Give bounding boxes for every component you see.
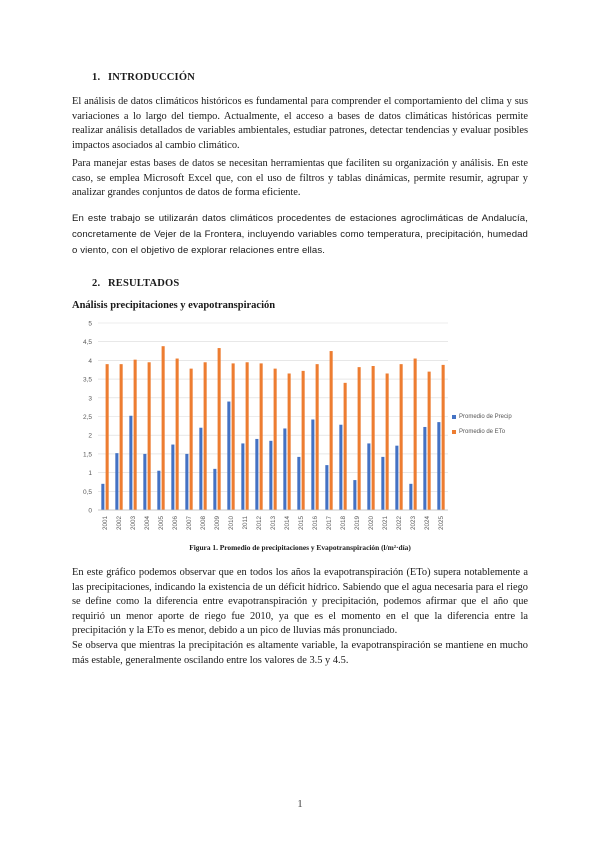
bar-eto-2001 <box>106 364 109 510</box>
bar-precip-2020 <box>367 443 370 510</box>
bar-precip-2014 <box>283 428 286 510</box>
x-tick-label: 2015 <box>298 516 305 531</box>
bar-eto-2023 <box>414 359 417 510</box>
legend-swatch-eto <box>452 430 456 434</box>
chart-subtitle: Análisis precipitaciones y evapotranspiración <box>72 300 276 311</box>
bar-eto-2017 <box>330 351 333 510</box>
x-tick-label: 2013 <box>270 516 277 531</box>
bar-eto-2016 <box>316 364 319 510</box>
bar-eto-2014 <box>288 373 291 510</box>
y-tick-label: 2 <box>88 432 92 440</box>
bar-eto-2018 <box>344 383 347 510</box>
bar-eto-2019 <box>358 367 361 510</box>
legend-label-precip: Promedio de Precip <box>459 413 512 420</box>
bar-eto-2021 <box>386 373 389 510</box>
bar-precip-2016 <box>311 419 314 510</box>
bar-precip-2011 <box>241 443 244 510</box>
paragraph-intro-1: El análisis de datos climáticos históricos es fundamental para comprender el comportamiento del clima y sus variaciones a lo largo del tiempo. Actualmente, el acceso a bases de datos climáticas históricas permite realizar análisis detallados de variables ambientales, estudiar patrones, detectar tendencias y evaluar posibles impactos asociados al cambio climático. <box>72 96 528 151</box>
x-tick-label: 2002 <box>116 516 123 531</box>
bar-precip-2021 <box>381 457 384 510</box>
legend-swatch-precip <box>452 415 456 419</box>
bar-eto-2004 <box>148 362 151 510</box>
y-tick-label: 1,5 <box>82 451 92 459</box>
y-tick-label: 4,5 <box>82 339 92 347</box>
y-tick-label: 4 <box>88 357 92 365</box>
bar-precip-2006 <box>171 445 174 510</box>
bar-precip-2008 <box>199 428 202 510</box>
x-tick-label: 2019 <box>354 516 361 531</box>
y-tick-label: 0 <box>88 507 92 515</box>
x-tick-label: 2022 <box>396 516 403 531</box>
bar-eto-2024 <box>428 372 431 510</box>
bar-eto-2022 <box>400 364 403 510</box>
legend-item-precip <box>452 409 512 424</box>
paragraph-intro-2: Para manejar estas bases de datos se necesitan herramientas que faciliten su organización y análisis. En este caso, se emplea Microsoft Excel que, con el uso de filtros y tablas dinámicas, permite resumir, agrupar y analizar grandes conjuntos de datos de forma eficiente. <box>72 158 528 199</box>
paragraph-intro-3: En este trabajo se utilizarán datos climáticos procedentes de estaciones agroclimáticas de Andalucía, concretamente de Vejer de la Frontera, incluyendo variables como temperatura, precipitación, humedad o viento, con el objetivo de explorar relaciones entre ellas. <box>72 213 528 256</box>
legend-label-eto: Promedio de ETo <box>459 428 506 435</box>
page-number: 1 <box>297 798 303 810</box>
bar-eto-2020 <box>372 366 375 510</box>
y-tick-label: 5 <box>88 320 92 328</box>
x-tick-label: 2024 <box>424 516 431 531</box>
section-title: RESULTADOS <box>108 278 180 289</box>
bar-precip-2003 <box>129 416 132 510</box>
bar-precip-2017 <box>325 465 328 510</box>
figure-caption: Figura 1. Promedio de precipitaciones y Evapotranspiración (l/m²·día) <box>189 543 411 552</box>
y-tick-label: 3,5 <box>82 376 92 384</box>
y-tick-label: 1 <box>88 470 92 478</box>
x-tick-label: 2007 <box>186 516 193 531</box>
chart-legend <box>452 409 512 439</box>
paragraph-results-2: Se observa que mientras la precipitación es altamente variable, la evapotranspiración se mantiene en mucho más estable, generalmente oscilando entre los valores de 3.5 y 4.5. <box>72 640 528 666</box>
bar-precip-2001 <box>101 484 104 510</box>
y-tick-label: 0,5 <box>82 488 92 496</box>
bar-eto-2012 <box>260 363 263 510</box>
bar-chart <box>76 316 452 542</box>
x-tick-label: 2008 <box>200 516 207 531</box>
bar-eto-2013 <box>274 369 277 510</box>
section-heading-intro <box>92 72 195 83</box>
bar-eto-2015 <box>302 371 305 510</box>
y-tick-label: 3 <box>88 395 92 403</box>
bar-eto-2009 <box>218 348 221 510</box>
bar-precip-2015 <box>297 457 300 510</box>
x-tick-label: 2010 <box>228 516 235 531</box>
bar-precip-2009 <box>213 469 216 510</box>
x-tick-label: 2016 <box>312 516 319 531</box>
bar-precip-2018 <box>339 425 342 510</box>
bar-eto-2010 <box>232 363 235 510</box>
x-tick-label: 2009 <box>214 516 221 531</box>
section-heading-results <box>92 278 179 289</box>
bar-eto-2008 <box>204 362 207 510</box>
bar-eto-2025 <box>442 365 445 510</box>
bar-precip-2022 <box>395 446 398 510</box>
bar-precip-2012 <box>255 439 258 510</box>
x-tick-label: 2025 <box>438 516 445 531</box>
bar-eto-2007 <box>190 369 193 510</box>
x-tick-label: 2012 <box>256 516 263 531</box>
bar-eto-2011 <box>246 362 249 510</box>
legend-item-eto <box>452 424 512 439</box>
x-tick-label: 2018 <box>340 516 347 531</box>
bar-precip-2004 <box>143 454 146 510</box>
bar-eto-2006 <box>176 359 179 510</box>
x-tick-label: 2004 <box>144 516 151 531</box>
x-tick-label: 2006 <box>172 516 179 531</box>
bar-eto-2005 <box>162 346 165 510</box>
bar-precip-2024 <box>423 427 426 510</box>
paragraph-results-1: En este gráfico podemos observar que en todos los años la evapotranspiración (ETo) supera notablemente a las precipitaciones, indicando la existencia de un déficit hídrico. Sabiendo que el agua necesaria para el riego se define como la diferencia entre evapotranspiración y precipitación, podemos afirmar que el año que requirió un menor aporte de riego fue 2010, ya que es el momento en el que la diferencia entre la precipitación y la ETo es menor, debido a un pico de lluvias más pronunciado. <box>72 567 528 637</box>
bar-eto-2002 <box>120 364 123 510</box>
x-tick-label: 2014 <box>284 516 291 531</box>
bar-precip-2025 <box>437 422 440 510</box>
x-tick-label: 2017 <box>326 516 333 531</box>
section-number: 2. <box>92 278 101 289</box>
bar-precip-2010 <box>227 402 230 510</box>
bar-precip-2019 <box>353 480 356 510</box>
x-tick-label: 2003 <box>130 516 137 531</box>
y-tick-label: 2,5 <box>82 414 92 421</box>
x-tick-label: 2021 <box>382 516 389 531</box>
section-title: INTRODUCCIÓN <box>108 72 195 83</box>
x-tick-label: 2023 <box>410 516 417 531</box>
bar-precip-2013 <box>269 441 272 510</box>
x-tick-label: 2005 <box>158 516 165 531</box>
bar-eto-2003 <box>134 360 137 510</box>
bar-precip-2007 <box>185 454 188 510</box>
bar-precip-2023 <box>409 484 412 510</box>
section-number: 1. <box>92 72 101 83</box>
x-tick-label: 2020 <box>368 516 375 531</box>
bar-precip-2002 <box>115 453 118 510</box>
x-tick-label: 2001 <box>102 516 109 531</box>
bar-precip-2005 <box>157 471 160 510</box>
x-tick-label: 2011 <box>242 516 249 530</box>
